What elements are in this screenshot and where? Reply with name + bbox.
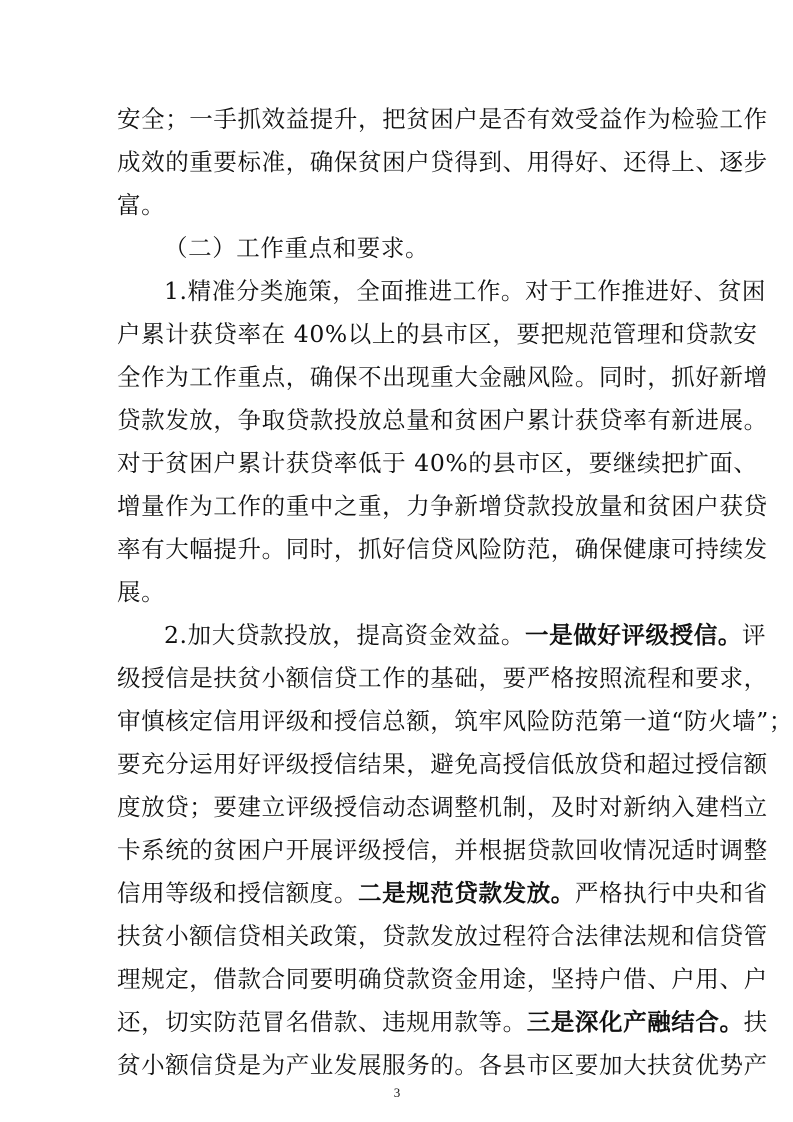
- paragraph-line: 卡系统的贫困户开展评级授信，并根据贷款回收情况适时调整: [117, 836, 768, 864]
- paragraph-line: 审慎核定信用评级和授信总额，筑牢风险防范第一道“防火墙”；: [117, 707, 793, 735]
- paragraph-line: 全作为工作重点，确保不出现重大金融风险。同时，抓好新增: [117, 363, 768, 391]
- paragraph-line: 富。: [117, 191, 166, 219]
- inline-text: 评: [741, 621, 767, 649]
- paragraph-line: 率有大幅提升。同时，抓好信贷风险防范，确保健康可持续发: [117, 535, 768, 563]
- paragraph-line: 增量作为工作的重中之重，力争新增贷款投放量和贫困户获贷: [117, 492, 768, 520]
- emphasis-text: 三是深化产融结合。: [526, 1008, 744, 1036]
- paragraph-line: 要充分运用好评级授信结果，避免高授信低放贷和超过授信额: [117, 750, 768, 778]
- emphasis-text: 二是规范贷款发放。: [358, 879, 575, 907]
- inline-text: 扶: [743, 1008, 768, 1036]
- paragraph-line: 户累计获贷率在 40%以上的县市区，要把规范管理和贷款安: [117, 320, 758, 348]
- paragraph-line: 级授信是扶贫小额信贷工作的基础，要严格按照流程和要求，: [117, 664, 768, 692]
- paragraph-line: 贫小额信贷是为产业发展服务的。各县市区要加大扶贫优势产: [117, 1051, 768, 1079]
- paragraph-line: 展。: [117, 578, 166, 606]
- section-heading: （二）工作重点和要求。: [164, 234, 430, 262]
- page-number: 3: [393, 1085, 401, 1100]
- paragraph-line: 1.精准分类施策，全面推进工作。对于工作推进好、贫困: [164, 277, 767, 305]
- item-title: 2.加大贷款投放，提高资金效益。: [164, 621, 526, 649]
- emphasis-text: 一是做好评级授信。: [525, 621, 742, 649]
- paragraph-line: 度放贷；要建立评级授信动态调整机制，及时对新纳入建档立: [117, 793, 768, 821]
- paragraph-line: 扶贫小额信贷相关政策，贷款发放过程符合法律法规和信贷管: [117, 922, 768, 950]
- paragraph-line: 理规定，借款合同要明确贷款资金用途，坚持户借、户用、户: [117, 965, 768, 993]
- inline-text: 还，切实防范冒名借款、违规用款等。: [117, 1008, 527, 1036]
- paragraph-line: 对于贫困户累计获贷率低于 40%的县市区，要继续把扩面、: [117, 449, 758, 477]
- inline-text: 严格执行中央和省: [574, 879, 768, 907]
- paragraph-line: 安全；一手抓效益提升，把贫困户是否有效受益作为检验工作: [117, 105, 768, 133]
- paragraph-line: [164, 615, 767, 655]
- paragraph-line: [117, 1002, 768, 1042]
- paragraph-line: [117, 873, 768, 913]
- inline-text: 信用等级和授信额度。: [117, 879, 358, 907]
- paragraph-line: 贷款发放，争取贷款投放总量和贫困户累计获贷率有新进展。: [117, 406, 768, 434]
- paragraph-line: 成效的重要标准，确保贫困户贷得到、用得好、还得上、逐步: [117, 148, 768, 176]
